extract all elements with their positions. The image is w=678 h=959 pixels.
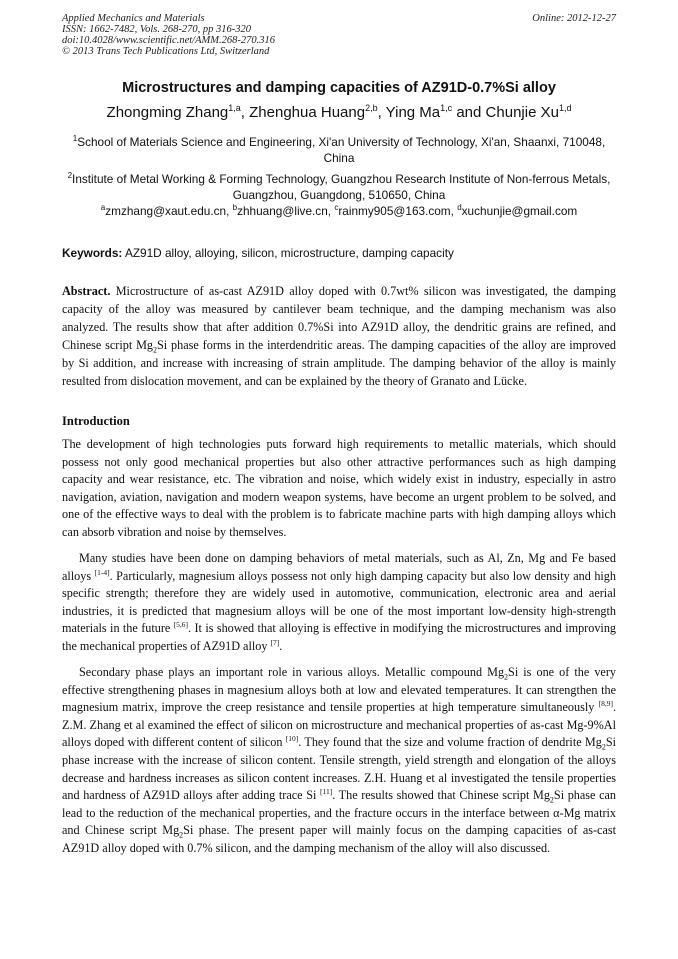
- keywords: [62, 246, 616, 260]
- author-separator: ,: [240, 104, 250, 121]
- keywords-label: Keywords:: [62, 246, 123, 260]
- citation[interactable]: [7]: [270, 637, 280, 647]
- section-heading-introduction: Introduction: [62, 414, 130, 428]
- author-separator: and: [452, 104, 486, 121]
- para-text: . It is showed that alloying is effective in modifying the microstructures and improving the mechanical properties of AZ91D alloy: [62, 621, 617, 653]
- citation[interactable]: [8,9]: [598, 699, 613, 709]
- para-text: Secondary phase plays an important role in various alloys. Metallic compound Mg: [79, 665, 505, 679]
- author-list: [30, 103, 648, 121]
- intro-paragraph-1: The development of high technologies puts forward high requirements to metallic materials, which should possess not only good mechanical properties but also other attractive performances such as high damping capacity and wear resistance, etc. The vibration and noise, which widely exist in industry, especially in astro navigation, aviation, navigation and modern weapon systems, have become an urgent problem to be solved, and one of the effective ways to deal with the problem is to fabricate machine parts with high damping alloys which can absorb vibration and noise by themselves.: [62, 437, 616, 539]
- citation[interactable]: [5,6]: [173, 620, 189, 630]
- abstract-text: Microstructure of as-cast AZ91D alloy doped with 0.7wt% silicon was investigated, the damping capacity of the alloy was measured by cantilever beam technique, and the damping mechanism was also analyzed. The results show that after addition 0.7%Si into AZ91D alloy, the dendritic grains are refined, and Chinese script $Mg_2Si$ phase forms in the interdendritic areas. The damping capacities of the alloy are improved by Si addition, and increase with increasing of strain amplitude. The damping behavior of the alloy is mainly resulted from dislocation movement, and can be explained by the theory of Granato and Lücke.: [62, 284, 617, 388]
- para-text: Many studies have been done on damping behaviors of metal materials, such as Al, Zn, Mg and Fe based alloys: [62, 551, 616, 583]
- email-sup: d: [457, 203, 462, 212]
- journal-name: Applied Mechanics and Materials: [62, 13, 205, 24]
- para-text: Si phase can lead to the reduction of the mechanical properties, and the fracture occurs in the interface between α-Mg matrix and Chinese script Mg: [62, 788, 616, 838]
- subscript: 2: [549, 795, 554, 805]
- copyright-line: © 2013 Trans Tech Publications Ltd, Switzerland: [62, 46, 270, 57]
- abstract-label: Abstract.: [62, 284, 111, 298]
- para-text: Si phase increase with the increase of silicon content. Tensile strength, yield strength and elongation of the alloys decrease and hardness increases as silicon content increases. Z.H. Huang et al investigated the tensile properties and hardness of AZ91D alloys after adding trace Si: [62, 735, 616, 803]
- affiliation-1: [62, 131, 616, 166]
- author-sup: 1,c: [440, 103, 453, 113]
- intro-paragraph-3: [62, 664, 616, 858]
- intro-paragraph-2: [62, 550, 616, 656]
- email-list: $^a$zmzhang@xaut.edu.cn, $^b$zhhuang@live.cn, $^c$rainmy905@163.com, $^d$xuchunjie@gmail.com: [100, 203, 578, 218]
- journal-header: [62, 13, 275, 57]
- email-address[interactable]: xuchunjie@gmail.com: [461, 203, 578, 218]
- subscript: 2: [179, 830, 184, 840]
- subscript: 2: [504, 672, 509, 682]
- affiliation-2: [62, 168, 616, 203]
- affiliation-text: School of Materials Science and Engineering, Xi'an University of Technology, Xi'an, Shaanxi, 710048, China: [77, 134, 606, 165]
- affiliation-number: 2: [67, 171, 73, 180]
- author-name: Zhongming Zhang: [106, 104, 229, 121]
- email-sup: b: [232, 203, 238, 212]
- author-sup: 2,b: [365, 103, 378, 113]
- para-text: . Particularly, magnesium alloys possess not only high damping capacity but also low density and high specific strength; therefore they are widely used in automotive, communication, electronic area and aerial industries, it is predicted that magnesium alloys will be one of the most important low-density high-strength materials in the future: [62, 568, 616, 636]
- keywords-text: AZ91D alloy, alloying, silicon, microstructure, damping capacity: [124, 246, 454, 260]
- para-text: .: [279, 638, 283, 653]
- online-date: Online: 2012-12-27: [532, 13, 616, 24]
- citation[interactable]: [11]: [319, 787, 333, 797]
- email-address[interactable]: rainmy905@163.com: [338, 203, 451, 218]
- para-text: . They found that the size and volume fraction of dendrite Mg: [298, 735, 602, 750]
- author-sup: 1,d: [558, 103, 572, 113]
- para-text: . Z.M. Zhang et al examined the effect of silicon on microstructure and mechanical properties of as-cast Mg-9%Al alloys doped with different content of silicon: [62, 700, 616, 750]
- para-text: Si phase. The present paper will mainly focus on the damping capacities of as-cast AZ91D alloy doped with 0.7% silicon, and the damping mechanism of the alloy will also discussed.: [62, 823, 617, 855]
- citation[interactable]: [1-4]: [94, 567, 110, 577]
- author-sup: 1,a: [228, 103, 241, 113]
- author-name: Chunjie Xu: [485, 104, 559, 121]
- affiliation-text: Institute of Metal Working & Forming Technology, Guangzhou Research Institute of Non-ferrous Metals, Guangzhou, Guangdong, 510650, China: [72, 171, 611, 202]
- abstract: [62, 282, 616, 390]
- para-text: Si is one of the very effective strengthening phases in magnesium alloys both at low and elevated temperatures. It can strengthen the magnesium matrix, improve the creep resistance and tensile properties at high temperature simultaneously: [62, 665, 616, 715]
- citation[interactable]: [10]: [285, 734, 299, 744]
- email-sup: c: [334, 203, 339, 212]
- author-name: Ying Ma: [385, 104, 441, 121]
- affiliation-number: 1: [72, 134, 78, 143]
- subscript: 2: [601, 742, 606, 752]
- para-text: . The results showed that Chinese script Mg: [332, 788, 550, 803]
- author-name: Zhenghua Huang: [249, 104, 366, 121]
- issn-line: ISSN: 1662-7482, Vols. 268-270, pp 316-320: [62, 24, 251, 35]
- email-address[interactable]: zhhuang@live.cn: [237, 203, 328, 218]
- email-address[interactable]: zmzhang@xaut.edu.cn: [105, 203, 227, 218]
- paper-title: Microstructures and damping capacities of AZ91D-0.7%Si alloy: [122, 80, 556, 96]
- doi-line: doi:10.4028/www.scientific.net/AMM.268-270.316: [62, 35, 275, 46]
- author-separator: ,: [377, 104, 386, 121]
- email-sup: a: [100, 203, 106, 212]
